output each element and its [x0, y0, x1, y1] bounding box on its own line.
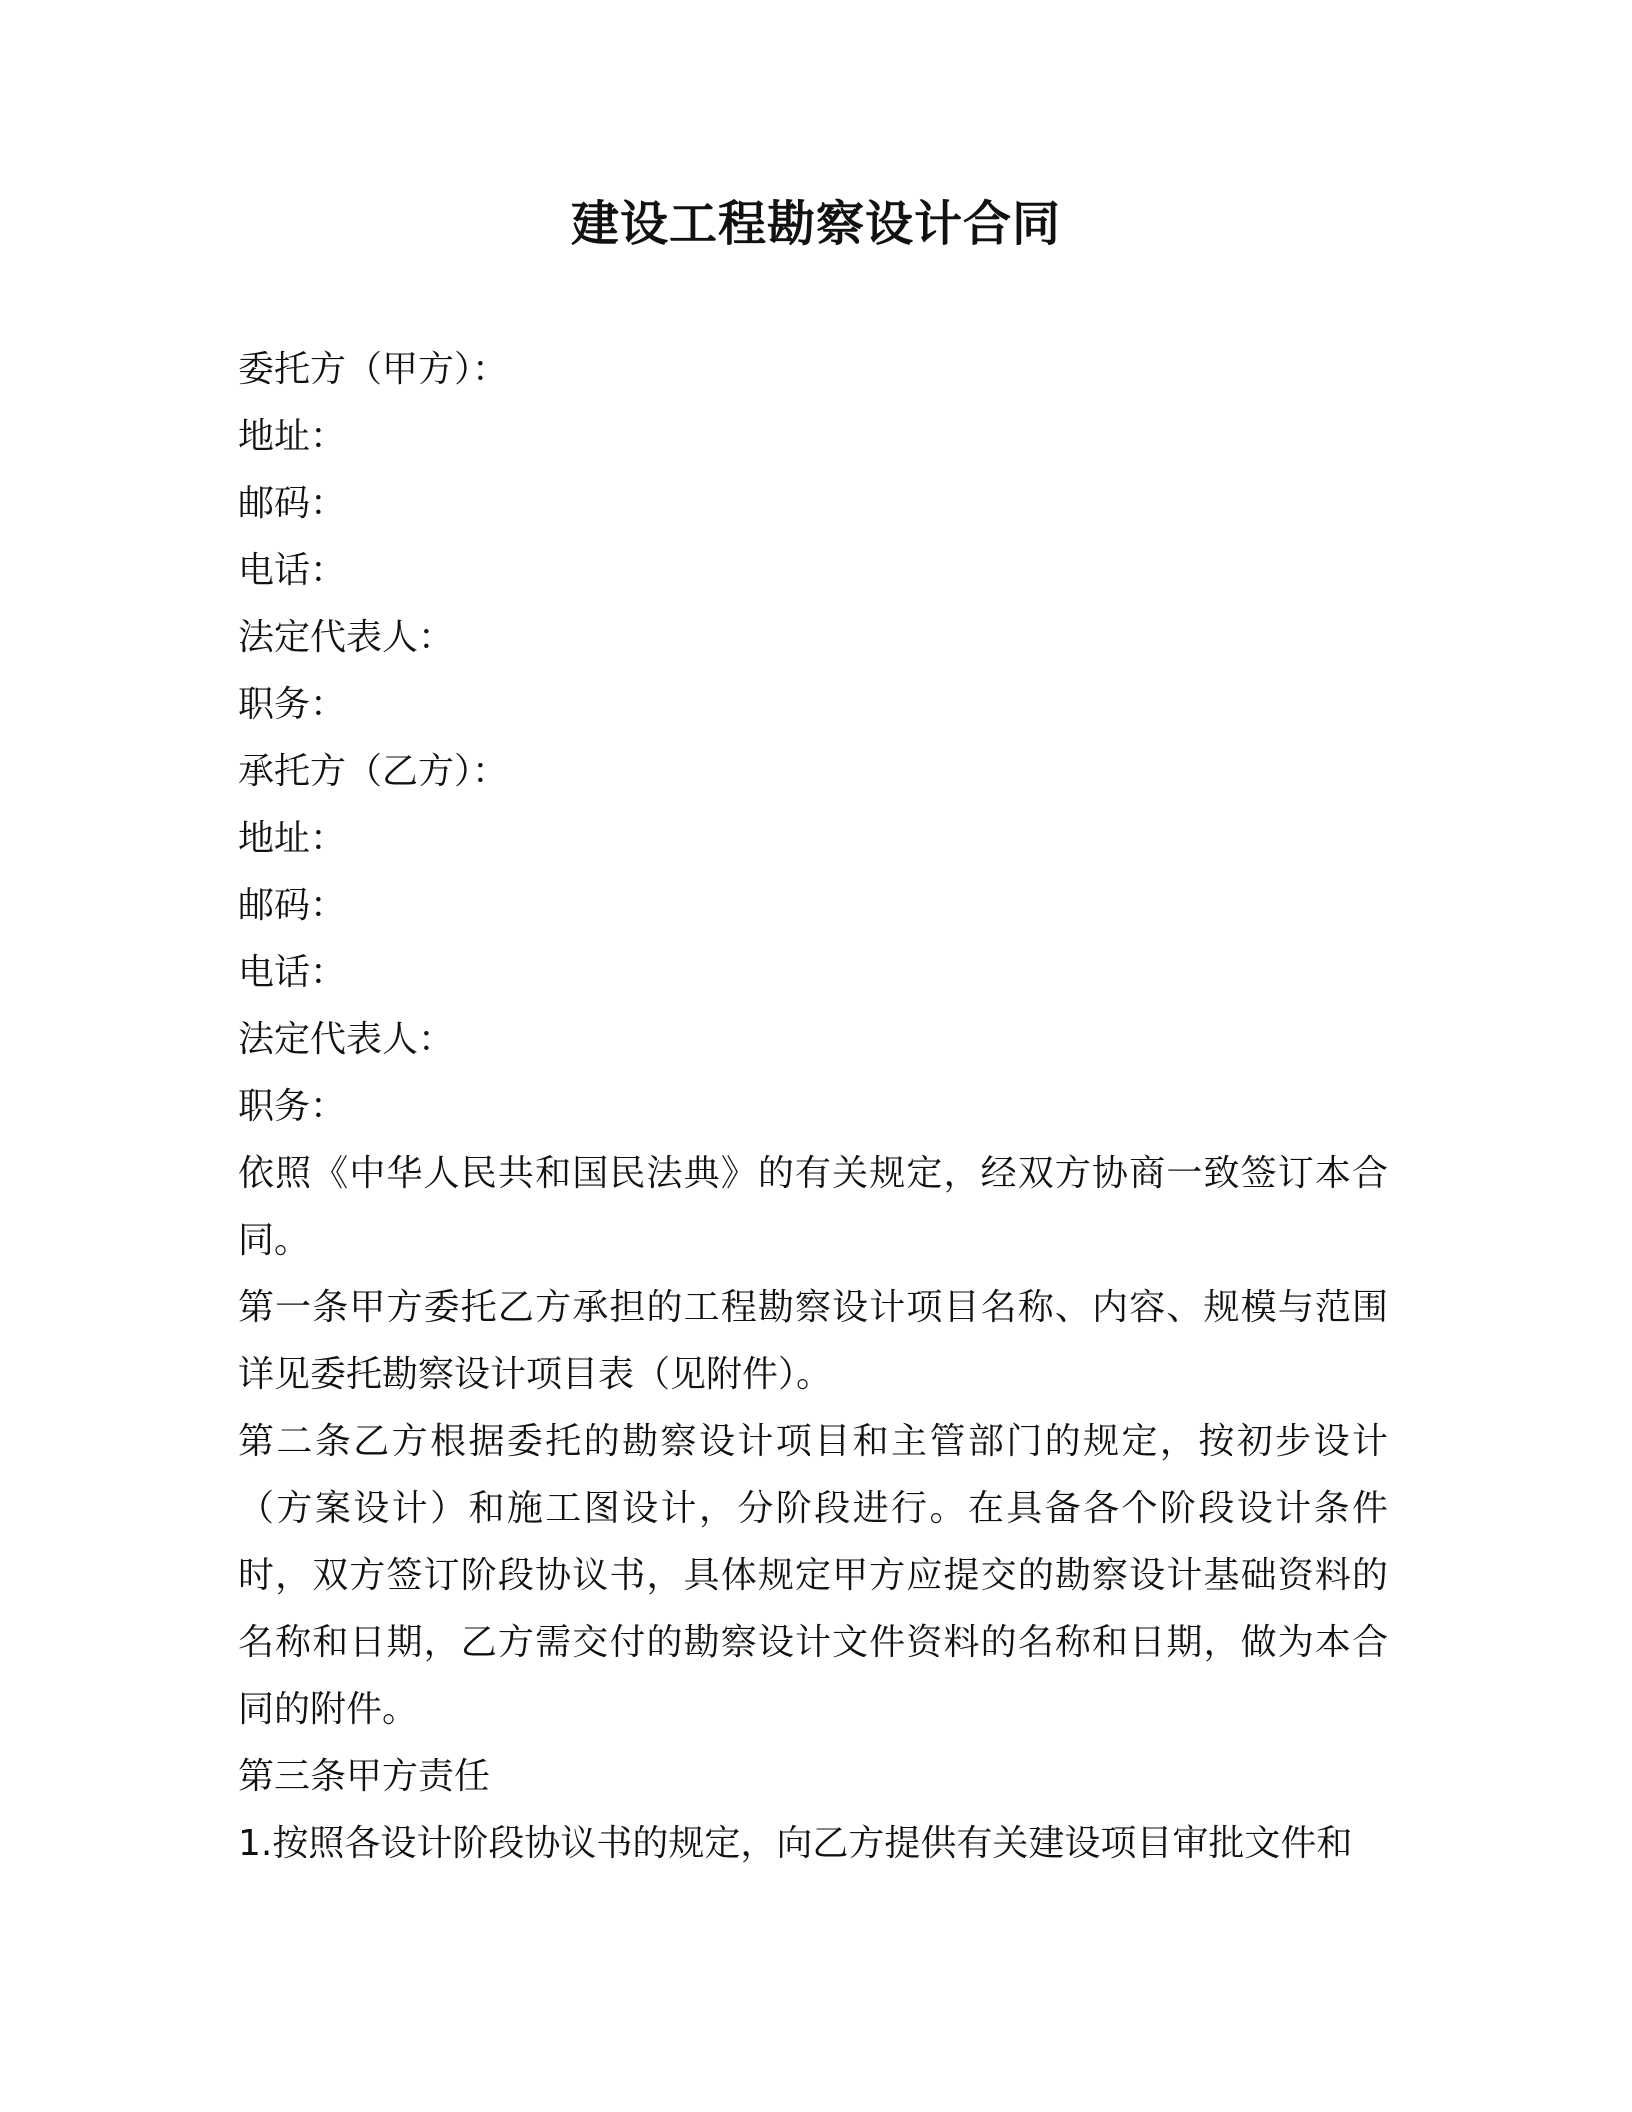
contract-clauses [238, 1140, 1388, 1877]
document-title: 建设工程勘察设计合同 [570, 196, 1061, 252]
article-1-paragraph: 第一条甲方委托乙方承担的工程勘察设计项目名称、内容、规模与范围详见委托勘察设计项目表（见附件）。 [238, 1287, 1388, 1395]
party-a-address-label: 地址： [238, 416, 347, 457]
party-b-label: 承托方（乙方）： [238, 751, 509, 792]
article-3-item-1: 1.按照各设计阶段协议书的规定，向乙方提供有关建设项目审批文件和 [238, 1823, 1353, 1864]
party-b-address-label: 地址： [238, 818, 347, 859]
preamble-paragraph: 依照《中华人民共和国民法典》的有关规定，经双方协商一致签订本合同。 [238, 1153, 1388, 1261]
article-2-paragraph: 第二条乙方根据委托的勘察设计项目和主管部门的规定，按初步设计（方案设计）和施工图设计，分阶段进行。在具备各个阶段设计条件时，双方签订阶段协议书，具体规定甲方应提交的勘察设计基础资料的名称和日期，乙方需交付的勘察设计文件资料的名称和日期，做为本合同的附件。 [238, 1421, 1388, 1730]
party-b-legal-rep-label: 法定代表人： [238, 1019, 455, 1060]
party-a-legal-rep-label: 法定代表人： [238, 617, 455, 658]
party-a-postcode-label: 邮码： [238, 483, 347, 524]
article-3-heading: 第三条甲方责任 [238, 1756, 491, 1797]
document-body [238, 336, 1388, 1877]
party-b-postcode-label: 邮码： [238, 885, 347, 926]
party-b-section [238, 738, 1388, 1140]
party-a-section [238, 336, 1388, 738]
party-b-position-label: 职务： [238, 1086, 347, 1127]
party-b-phone-label: 电话： [238, 952, 347, 993]
party-a-position-label: 职务： [238, 684, 347, 725]
party-a-label: 委托方（甲方）： [238, 349, 509, 390]
party-a-phone-label: 电话： [238, 550, 347, 591]
